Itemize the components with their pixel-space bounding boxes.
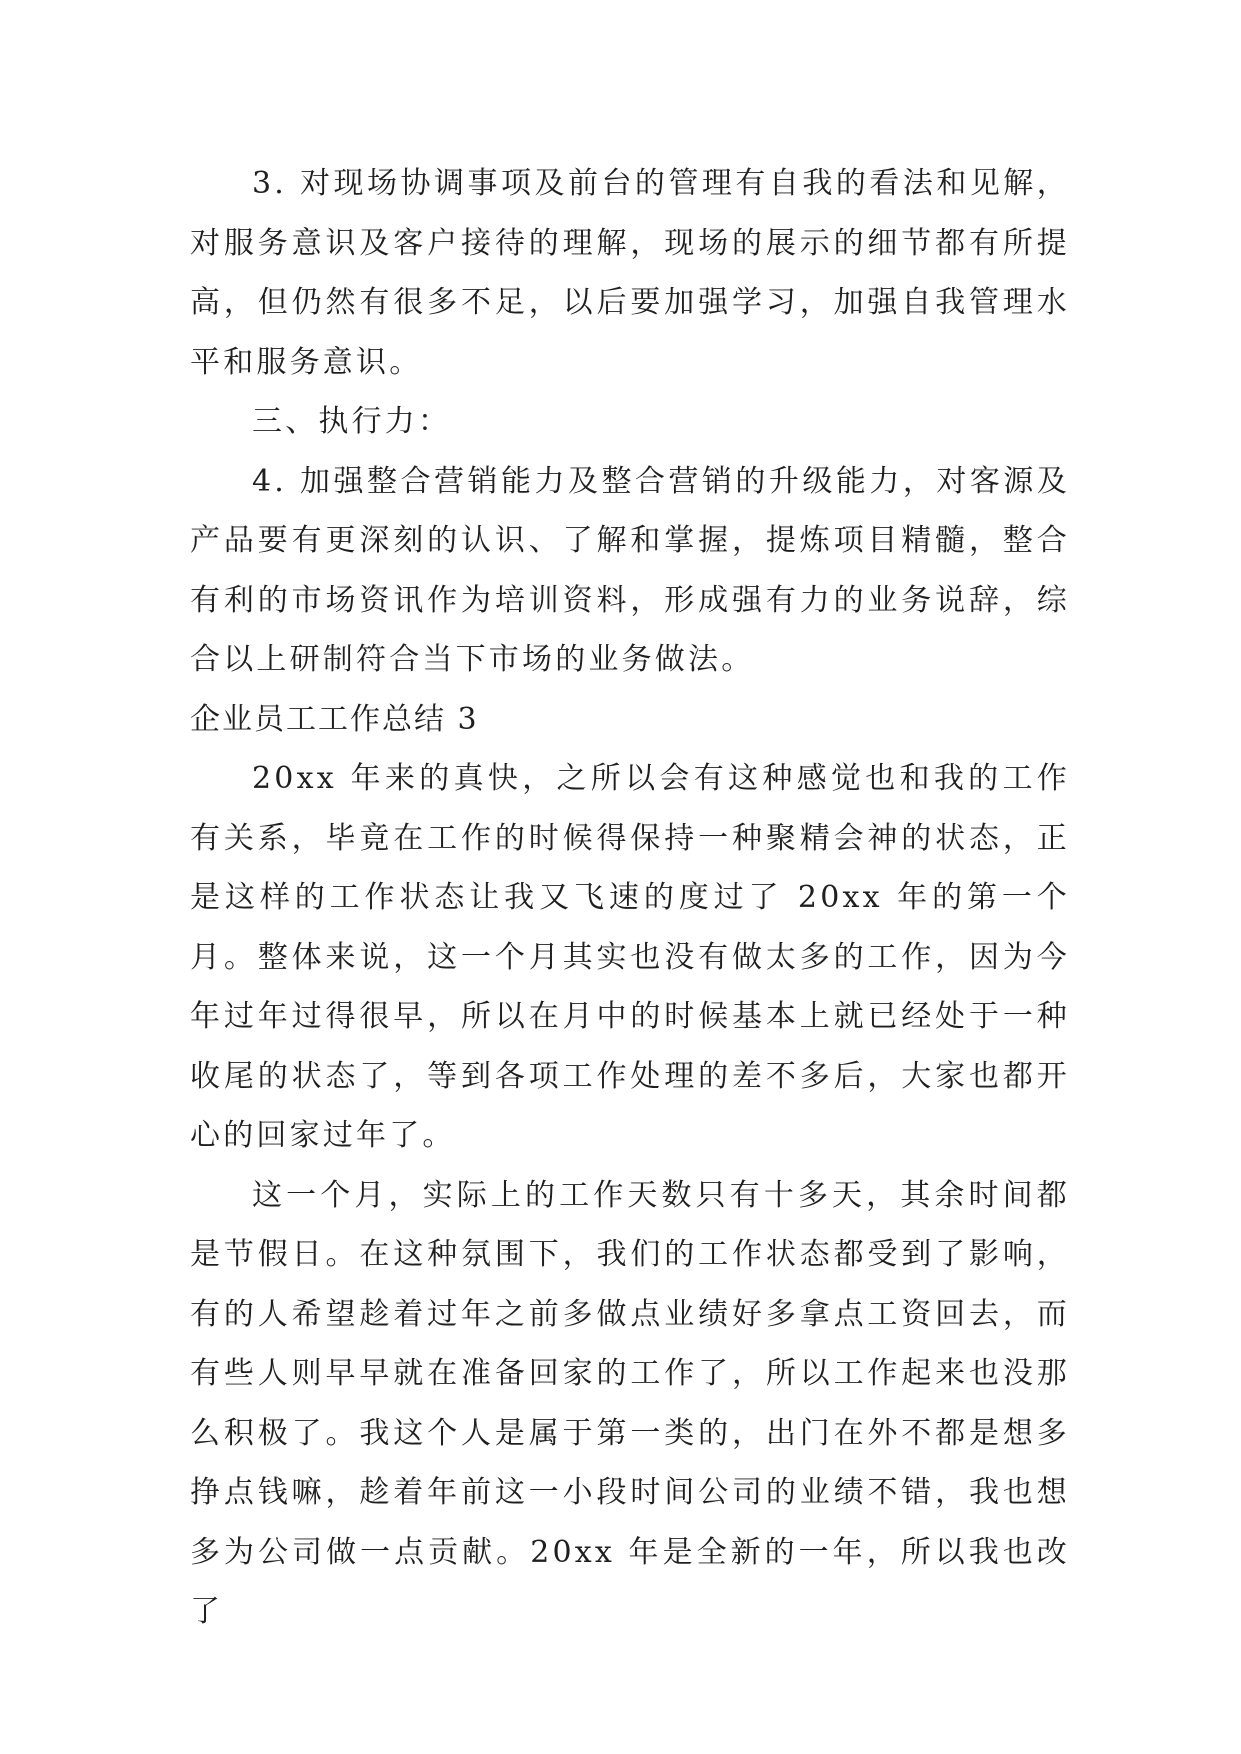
paragraph-body-2: 这一个月，实际上的工作天数只有十多天，其余时间都是节假日。在这种氛围下，我们的工作状态都受到了影响，有的人希望趁着过年之前多做点业绩好多拿点工资回去，而有些人则早早就在准备回家的工作了，所以工作起来也没那么积极了。我这个人是属于第一类的，出门在外不都是想多挣点钱嘛，趁着年前这一小段时间公司的业绩不错，我也想多为公司做一点贡献。20xx 年是全新的一年，所以我也改了 <box>190 1177 1070 1629</box>
document-body <box>190 154 1070 1642</box>
section-heading-execution: 三、执行力： <box>252 404 452 439</box>
paragraph-item-4: 4. 加强整合营销能力及整合营销的升级能力，对客源及产品要有更深刻的认识、了解和掌握，提炼项目精髓，整合有利的市场资讯作为培训资料，形成强有力的业务说辞，综合以上研制符合当下市场的业务做法。 <box>190 463 1070 677</box>
paragraph-body-1: 20xx 年来的真快，之所以会有这种感觉也和我的工作有关系，毕竟在工作的时候得保持一种聚精会神的状态，正是这样的工作状态让我又飞速的度过了 20xx 年的第一个月。整体来说，这一个月其实也没有做太多的工作，因为今年过年过得很早，所以在月中的时候基本上就已经处于一种收尾的状态了，等到各项工作处理的差不多后，大家也都开心的回家过年了。 <box>190 761 1070 1153</box>
paragraph-item-3: 3. 对现场协调事项及前台的管理有自我的看法和见解，对服务意识及客户接待的理解，现场的展示的细节都有所提高，但仍然有很多不足，以后要加强学习，加强自我管理水平和服务意识。 <box>190 166 1070 380</box>
section-title: 企业员工工作总结 3 <box>190 701 479 737</box>
